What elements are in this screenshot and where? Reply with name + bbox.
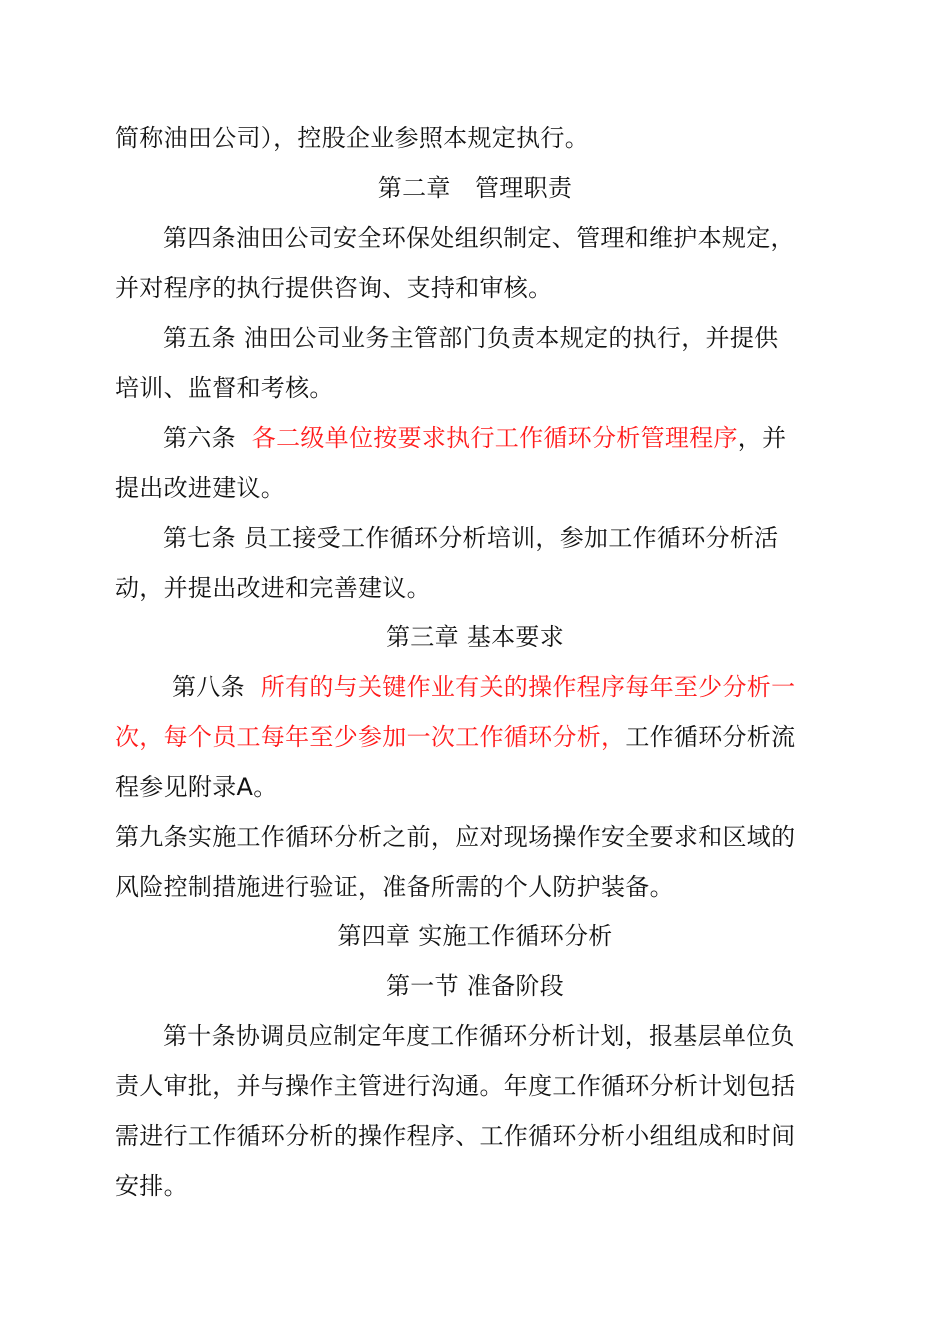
article-9-line-2: 风险控制措施进行验证，准备所需的个人防护装备。 [115,873,674,901]
article-8-line-3: 程参见附录A。 [115,773,278,801]
article-10-line-1: 第十条协调员应制定年度工作循环分析计划，报基层单位负 [163,1022,795,1050]
section-heading: 第一节 准备阶段 [385,972,565,1000]
article-6-highlight: 各二级单位按要求执行工作循环分析管理程序 [251,424,738,452]
article-10-line-4: 安排。 [115,1172,188,1200]
article-10-line-3: 需进行工作循环分析的操作程序、工作循环分析小组组成和时间 [115,1122,796,1150]
article-4-line-1: 第四条油田公司安全环保处组织制定、管理和维护本规定， [163,224,795,252]
chapter-heading: 第四章 实施工作循环分析 [337,922,613,950]
article-8-line-2 [115,722,855,752]
article-8-highlight: 次，每个员工每年至少参加一次工作循环分析， [115,723,626,751]
article-6-label: 第六条 [163,424,252,452]
article-8-tail: 工作循环分析流 [625,723,796,751]
article-8-label: 第八条 [172,673,261,701]
article-10-line-2: 责人审批，并与操作主管进行沟通。年度工作循环分析计划包括 [115,1072,796,1100]
article-6-line-1 [163,423,903,453]
article-9-line-1: 第九条实施工作循环分析之前，应对现场操作安全要求和区域的 [115,823,796,851]
article-7-line-2: 动，并提出改进和完善建议。 [115,574,431,602]
article-6-line-2: 提出改进建议。 [115,474,286,502]
article-6-tail: ，并 [737,424,787,452]
text-line: 简称油田公司），控股企业参照本规定执行。 [115,124,589,152]
article-8-highlight: 所有的与关键作业有关的操作程序每年至少分析一 [260,673,796,701]
article-5-line-1: 第五条 油田公司业务主管部门负责本规定的执行，并提供 [163,324,779,352]
article-8-line-1 [172,672,912,702]
chapter-heading: 第三章 基本要求 [385,623,565,651]
article-4-line-2: 并对程序的执行提供咨询、支持和审核。 [115,274,553,302]
article-7-line-1: 第七条 员工接受工作循环分析培训，参加工作循环分析活 [163,524,779,552]
article-5-line-2: 培训、监督和考核。 [115,374,334,402]
chapter-heading: 第二章 管理职责 [377,174,573,202]
